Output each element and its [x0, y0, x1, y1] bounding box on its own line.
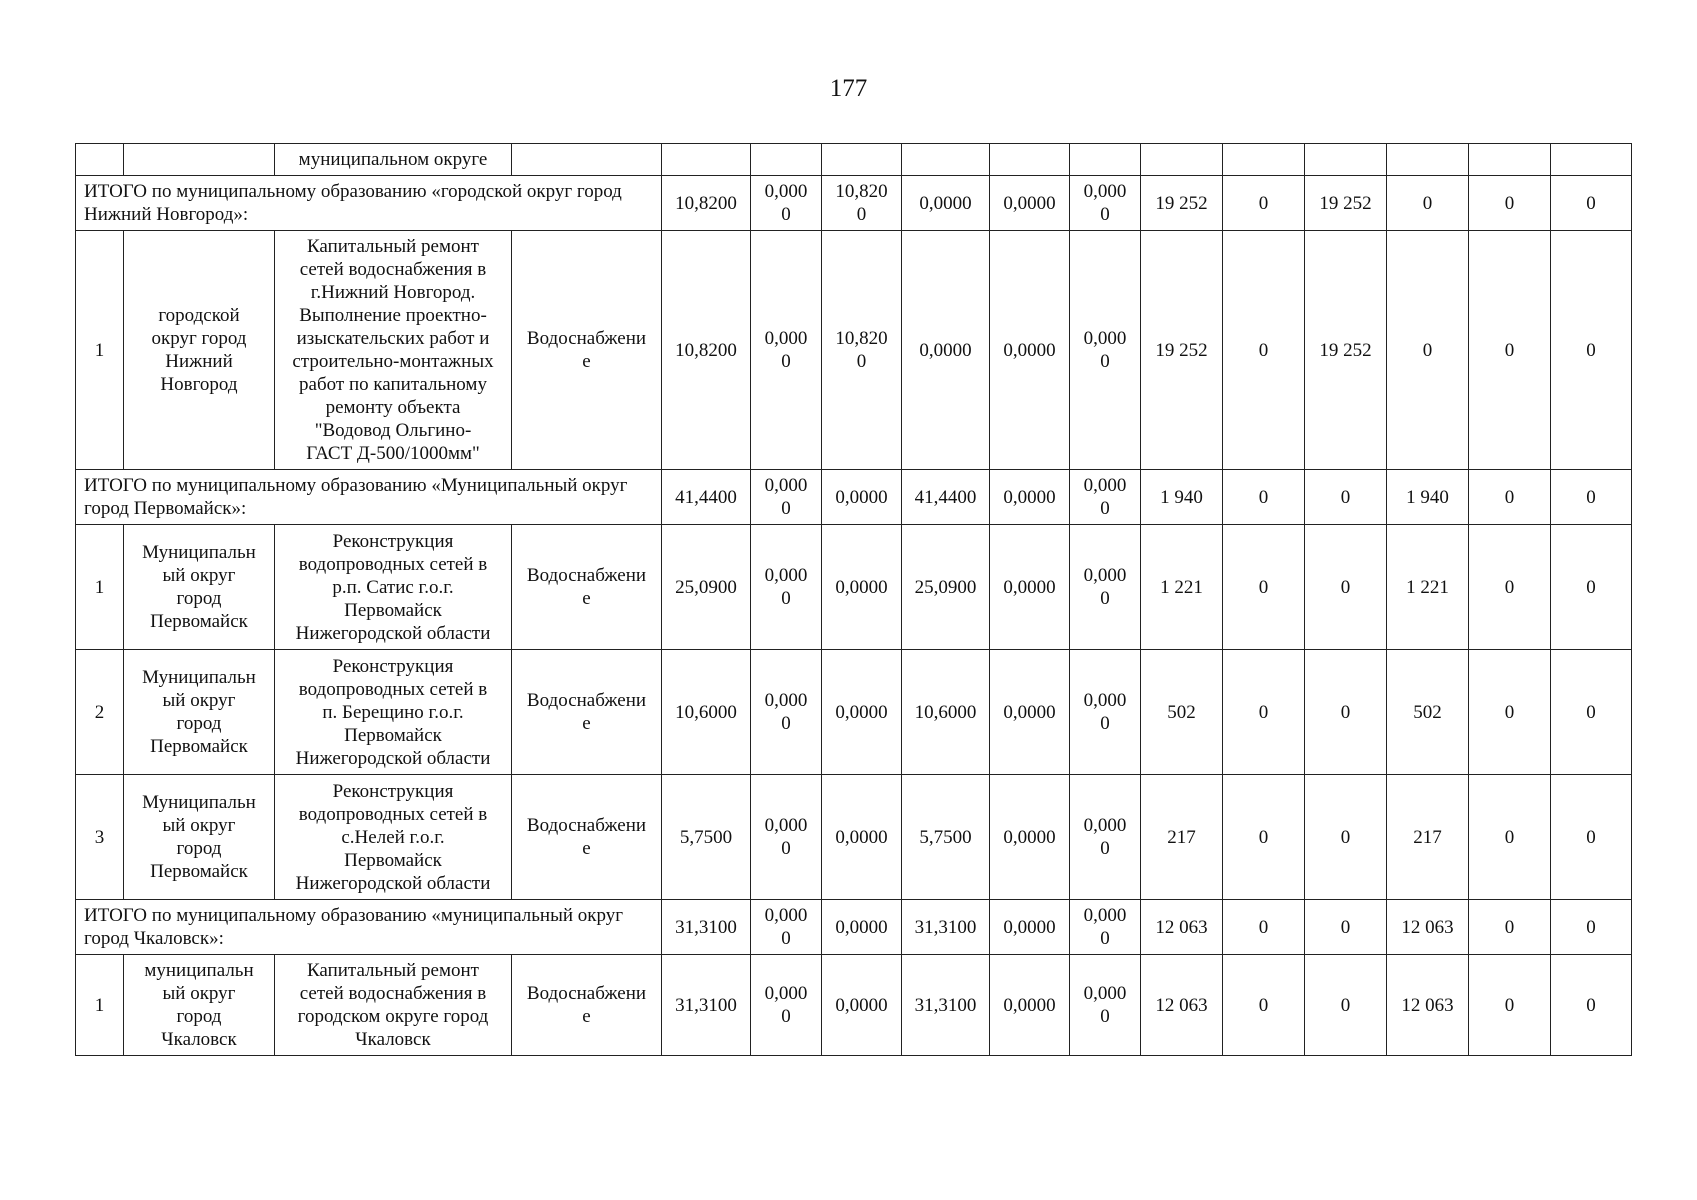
page-number: 177: [829, 75, 868, 102]
total-value: 0,000 0: [751, 176, 822, 231]
total-value: 0: [1551, 470, 1632, 525]
municipality-cell: Муниципальн ый округ город Первомайск: [124, 650, 275, 775]
value-cell: 0: [1305, 775, 1387, 900]
value-cell: 0,0000: [822, 525, 902, 650]
value-cell: 0,000 0: [1070, 525, 1141, 650]
value-cell: 0: [1223, 231, 1305, 470]
value-cell: 0,000 0: [751, 650, 822, 775]
value-cell: 0,0000: [990, 775, 1070, 900]
total-value: 0: [1387, 176, 1469, 231]
total-value: 0,000 0: [751, 900, 822, 955]
total-value: 0,000 0: [1070, 900, 1141, 955]
row-number: 2: [76, 650, 124, 775]
total-value: 0,0000: [990, 900, 1070, 955]
total-row: [76, 176, 1632, 231]
table-row: [76, 144, 1632, 176]
total-value: 0,000 0: [1070, 470, 1141, 525]
total-label: ИТОГО по муниципальному образованию «городской округ город Нижний Новгород»:: [76, 176, 662, 231]
table-row: [76, 231, 1632, 470]
row-number: 1: [76, 231, 124, 470]
municipality-cell: Муниципальн ый округ город Первомайск: [124, 525, 275, 650]
value-cell: 31,3100: [662, 955, 751, 1056]
total-value: 0,0000: [822, 470, 902, 525]
total-value: 0: [1469, 900, 1551, 955]
value-cell: 0,0000: [990, 231, 1070, 470]
value-cell: 0: [1551, 650, 1632, 775]
value-cell: 1 221: [1387, 525, 1469, 650]
value-cell: 0: [1469, 525, 1551, 650]
value-cell: 0: [1305, 525, 1387, 650]
value-cell: 25,0900: [662, 525, 751, 650]
value-cell: 0,000 0: [751, 955, 822, 1056]
type-cell: Водоснабжени е: [512, 525, 662, 650]
value-cell: 0,000 0: [1070, 231, 1141, 470]
object-cell: Реконструкция водопроводных сетей в р.п. Сатис г.о.г. Первомайск Нижегородской области: [275, 525, 512, 650]
type-cell: Водоснабжени е: [512, 955, 662, 1056]
value-cell: 12 063: [1141, 955, 1223, 1056]
value-cell: 31,3100: [902, 955, 990, 1056]
municipality-cell: городской округ город Нижний Новгород: [124, 231, 275, 470]
value-cell: 0: [1223, 525, 1305, 650]
total-value: 12 063: [1387, 900, 1469, 955]
table-row: [76, 775, 1632, 900]
value-cell: 0,0000: [822, 775, 902, 900]
value-cell: 1 221: [1141, 525, 1223, 650]
value-cell: 0,0000: [990, 955, 1070, 1056]
value-cell: 0: [1469, 231, 1551, 470]
total-value: 41,4400: [662, 470, 751, 525]
value-cell: 10,6000: [662, 650, 751, 775]
total-label: ИТОГО по муниципальному образованию «муниципальный округ город Чкаловск»:: [76, 900, 662, 955]
value-cell: 5,7500: [662, 775, 751, 900]
table-row: [76, 955, 1632, 1056]
value-cell: 0,0000: [822, 955, 902, 1056]
total-value: 0: [1223, 470, 1305, 525]
row-number: 1: [76, 955, 124, 1056]
total-value: 19 252: [1141, 176, 1223, 231]
total-value: 0: [1469, 176, 1551, 231]
total-value: 0,000 0: [751, 470, 822, 525]
total-value: 0: [1305, 900, 1387, 955]
total-value: 0,0000: [822, 900, 902, 955]
total-value: 0: [1551, 176, 1632, 231]
total-value: 41,4400: [902, 470, 990, 525]
value-cell: 12 063: [1387, 955, 1469, 1056]
value-cell: 0,0000: [990, 525, 1070, 650]
municipality-cell: Муниципальн ый округ город Первомайск: [124, 775, 275, 900]
total-value: 31,3100: [662, 900, 751, 955]
value-cell: 0: [1551, 955, 1632, 1056]
object-cell: Капитальный ремонт сетей водоснабжения в г.Нижний Новгород. Выполнение проектно- изыскательских работ и строительно-монтажных работ по капитальному ремонту объекта "Водовод Ольгино- ГАСТ Д-500/1000мм": [275, 231, 512, 470]
total-value: 10,820 0: [822, 176, 902, 231]
type-cell: Водоснабжени е: [512, 775, 662, 900]
object-cell: Реконструкция водопроводных сетей в п. Берещино г.о.г. Первомайск Нижегородской области: [275, 650, 512, 775]
municipality-cell: муниципальн ый округ город Чкаловск: [124, 955, 275, 1056]
value-cell: 0,000 0: [1070, 955, 1141, 1056]
value-cell: 10,8200: [662, 231, 751, 470]
value-cell: 19 252: [1305, 231, 1387, 470]
value-cell: 0,0000: [990, 650, 1070, 775]
total-value: 31,3100: [902, 900, 990, 955]
total-value: 10,8200: [662, 176, 751, 231]
value-cell: 217: [1387, 775, 1469, 900]
value-cell: 0,000 0: [1070, 650, 1141, 775]
value-cell: 0,000 0: [751, 525, 822, 650]
total-value: 0: [1223, 176, 1305, 231]
total-value: 1 940: [1141, 470, 1223, 525]
object-cell: Реконструкция водопроводных сетей в с.Нелей г.о.г. Первомайск Нижегородской области: [275, 775, 512, 900]
value-cell: 0: [1223, 775, 1305, 900]
row-number: 1: [76, 525, 124, 650]
total-value: 0,0000: [902, 176, 990, 231]
total-value: 12 063: [1141, 900, 1223, 955]
value-cell: 10,6000: [902, 650, 990, 775]
value-cell: 0: [1551, 231, 1632, 470]
type-cell: Водоснабжени е: [512, 231, 662, 470]
value-cell: 502: [1141, 650, 1223, 775]
value-cell: 19 252: [1141, 231, 1223, 470]
total-label: ИТОГО по муниципальному образованию «Муниципальный округ город Первомайск»:: [76, 470, 662, 525]
object-cell: муниципальном округе: [275, 144, 512, 176]
value-cell: 0: [1305, 650, 1387, 775]
total-row: [76, 470, 1632, 525]
total-value: 19 252: [1305, 176, 1387, 231]
value-cell: 25,0900: [902, 525, 990, 650]
table-row: [76, 525, 1632, 650]
value-cell: 502: [1387, 650, 1469, 775]
total-row: [76, 900, 1632, 955]
total-value: 1 940: [1387, 470, 1469, 525]
value-cell: 0: [1387, 231, 1469, 470]
value-cell: 0,000 0: [751, 775, 822, 900]
table-row: [76, 650, 1632, 775]
value-cell: 0: [1469, 650, 1551, 775]
value-cell: 0: [1469, 955, 1551, 1056]
object-cell: Капитальный ремонт сетей водоснабжения в городском округе город Чкаловск: [275, 955, 512, 1056]
total-value: 0: [1223, 900, 1305, 955]
total-value: 0,0000: [990, 176, 1070, 231]
total-value: 0: [1305, 470, 1387, 525]
value-cell: 0: [1551, 525, 1632, 650]
total-value: 0,000 0: [1070, 176, 1141, 231]
value-cell: 0: [1305, 955, 1387, 1056]
value-cell: 0: [1223, 955, 1305, 1056]
total-value: 0: [1551, 900, 1632, 955]
value-cell: 0: [1551, 775, 1632, 900]
value-cell: 217: [1141, 775, 1223, 900]
value-cell: 0,000 0: [1070, 775, 1141, 900]
value-cell: 10,820 0: [822, 231, 902, 470]
value-cell: 0: [1469, 775, 1551, 900]
total-value: 0: [1469, 470, 1551, 525]
value-cell: 0,0000: [902, 231, 990, 470]
row-number: 3: [76, 775, 124, 900]
value-cell: 5,7500: [902, 775, 990, 900]
value-cell: 0: [1223, 650, 1305, 775]
investment-table: [75, 143, 1632, 1056]
type-cell: Водоснабжени е: [512, 650, 662, 775]
total-value: 0,0000: [990, 470, 1070, 525]
value-cell: 0,0000: [822, 650, 902, 775]
value-cell: 0,000 0: [751, 231, 822, 470]
